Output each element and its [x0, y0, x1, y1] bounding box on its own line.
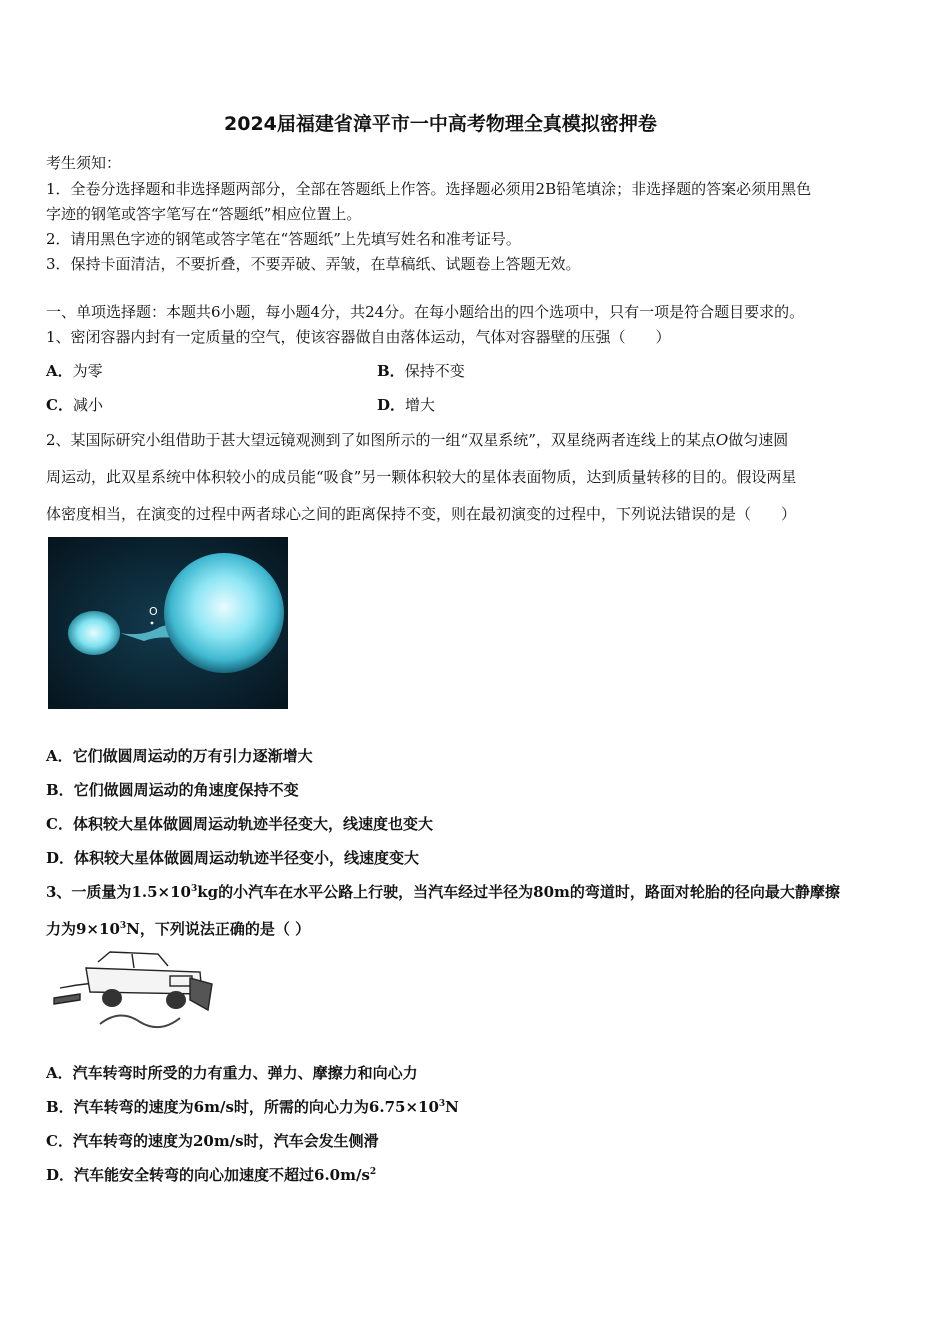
- left-arrow: [54, 994, 80, 1004]
- q1-option-a: A．为零: [46, 362, 103, 380]
- point-o-marker: [151, 622, 154, 625]
- q1-option-d: D．增大: [377, 396, 436, 414]
- large-star: [164, 553, 284, 673]
- q2-stem-line-1: 2、某国际研究小组借助于甚大望远镜观测到了如图所示的一组“双星系统”，双星绕两者连线上的某点O做匀速圆: [46, 431, 789, 449]
- q3-option-b: B．汽车转弯的速度为6m/s时，所需的向心力为$6.75\times 10^3N$: [46, 1098, 459, 1116]
- tire-marks: [100, 1015, 180, 1027]
- q3-option-d: D．汽车能安全转弯的向心加速度不超过$6.0m/s^2$: [46, 1166, 377, 1184]
- q2-option-a: A．它们做圆周运动的万有引力逐渐增大: [46, 747, 313, 765]
- q1-option-c: C．减小: [46, 396, 103, 414]
- rear-wheel: [166, 991, 186, 1009]
- notice-item-1: 1．全卷分选择题和非选择题两部分，全部在答题纸上作答。选择题必须用2B铅笔填涂；非选择题的答案必须用黑色: [46, 180, 812, 198]
- q2-option-d: D．体积较大星体做圆周运动轨迹半径变小，线速度变大: [46, 849, 420, 867]
- notice-item-3: 3．保持卡面清洁，不要折叠，不要弄破、弄皱，在草稿纸、试题卷上答题无效。: [46, 255, 581, 273]
- q3-option-c: C．汽车转弯的速度为20m/s时，汽车会发生侧滑: [46, 1132, 379, 1150]
- notice-heading: 考生须知：: [46, 154, 122, 172]
- car-window-divider: [132, 954, 134, 968]
- q1-option-b: B．保持不变: [377, 362, 465, 380]
- q1-stem: 1、密闭容器内封有一定质量的空气，使该容器做自由落体运动，气体对容器壁的压强（ ）: [46, 328, 671, 346]
- small-star: [68, 611, 120, 655]
- notice-item-2: 2．请用黑色字迹的钢笔或答字笔在“答题纸”上先填写姓名和准考证号。: [46, 230, 521, 248]
- page-title: 2024届福建省漳平市一中高考物理全真模拟密押卷: [224, 113, 657, 135]
- q3-option-a: A．汽车转弯时所受的力有重力、弹力、摩擦力和向心力: [46, 1064, 418, 1082]
- q2-option-b: B．它们做圆周运动的角速度保持不变: [46, 781, 299, 799]
- q2-option-c: C．体积较大星体做圆周运动轨迹半径变大，线速度也变大: [46, 815, 433, 833]
- right-arrow: [190, 978, 212, 1010]
- q2-stem-line-2: 周运动，此双星系统中体积较小的成员能“吸食”另一颗体积较大的星体表面物质，达到质量转移的目的。假设两星: [46, 468, 797, 486]
- car-body: [86, 968, 202, 994]
- section-heading: 一、单项选择题：本题共6小题，每小题4分，共24分。在每小题给出的四个选项中，只有一项是符合题目要求的。: [46, 303, 805, 321]
- front-wheel: [102, 989, 122, 1007]
- q2-stem-line-3: 体密度相当，在演变的过程中两者球心之间的距离保持不变，则在最初演变的过程中，下列说法错误的是（ ）: [46, 505, 797, 523]
- q3-stem-line-1: 3、一质量为$1.5\times 10^3kg$的小汽车在水平公路上行驶，当汽车经过半径为80m的弯道时，路面对轮胎的径向最大静摩擦: [46, 883, 840, 901]
- notice-item-1-cont: 字迹的钢笔或答字笔写在“答题纸”相应位置上。: [46, 205, 362, 223]
- q3-stem-line-2: 力为$9\times 10^3N$，下列说法正确的是（ ）: [46, 920, 311, 938]
- car-on-curve-figure: [50, 948, 215, 1036]
- binary-star-figure: [48, 537, 288, 709]
- point-o-label: O: [149, 605, 158, 618]
